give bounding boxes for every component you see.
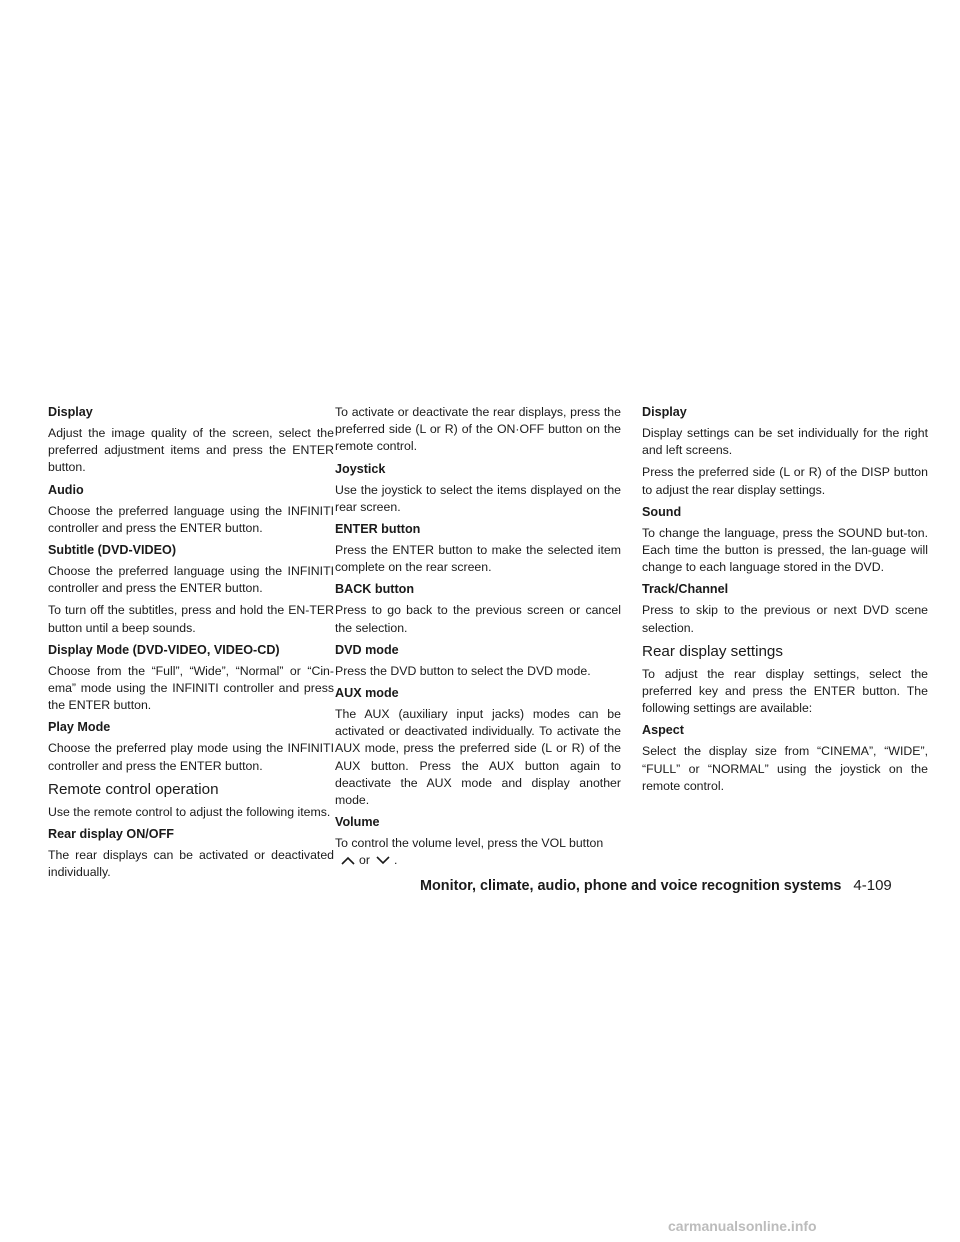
volume-or: or — [359, 853, 370, 868]
heading-play-mode: Play Mode — [48, 720, 111, 735]
paragraph: Choose the preferred language using the INFINITI controller and press the ENTER button. — [48, 564, 334, 596]
heading-sound: Sound — [642, 504, 682, 519]
paragraph: Use the joystick to select the items displayed on the rear screen. — [335, 482, 621, 514]
heading-aspect: Aspect — [642, 723, 684, 738]
heading-audio: Audio — [48, 482, 84, 497]
footer-section-title: Monitor, climate, audio, phone and voice recognition systems — [420, 878, 842, 894]
paragraph: Press to skip to the previous or next DVD scene selection. — [642, 603, 928, 635]
column-1 — [48, 404, 334, 886]
chevron-up-icon — [341, 853, 355, 870]
paragraph: Press the DVD button to select the DVD mode. — [335, 663, 591, 678]
page-footer — [420, 877, 920, 895]
heading-track-channel: Track/Channel — [642, 582, 729, 597]
paragraph-volume — [335, 835, 621, 870]
heading-dvd-mode: DVD mode — [335, 642, 399, 657]
paragraph: The AUX (auxiliary input jacks) modes can be activated or deactivated individually. To activate the AUX mode, press the preferred side (L or R) of the AUX button. Press the AUX button again to deactivate the AUX mode and display another mode. — [335, 707, 621, 808]
paragraph: Choose the preferred play mode using the INFINITI controller and press the ENTER button. — [48, 741, 334, 773]
paragraph: Choose the preferred language using the INFINITI controller and press the ENTER button. — [48, 503, 334, 535]
column-2 — [335, 404, 621, 876]
paragraph: To adjust the rear display settings, select the preferred key and press the ENTER button. The following settings are available: — [642, 666, 928, 716]
volume-text: To control the volume level, press the VOL button — [335, 836, 604, 851]
heading-enter-button: ENTER button — [335, 522, 421, 537]
paragraph: Press to go back to the previous screen or cancel the selection. — [335, 603, 621, 635]
heading-joystick: Joystick — [335, 461, 386, 476]
paragraph: To activate or deactivate the rear displays, press the preferred side (L or R) of the ON·OFF button on the remote control. — [335, 405, 621, 454]
paragraph: Display settings can be set individually for the right and left screens. — [642, 426, 928, 458]
paragraph: Adjust the image quality of the screen, select the preferred adjustment items and press the ENTER button. — [48, 426, 334, 475]
watermark: carmanualsonline.info — [668, 1218, 817, 1234]
heading-display-mode: Display Mode (DVD-VIDEO, VIDEO-CD) — [48, 642, 280, 657]
paragraph: Press the preferred side (L or R) of the DISP button to adjust the rear display settings. — [642, 465, 928, 497]
volume-end: . — [393, 853, 398, 868]
heading-display: Display — [642, 405, 687, 419]
section-title-remote-control: Remote control operation — [48, 780, 219, 798]
paragraph: Choose from the “Full”, “Wide”, “Normal” or “Cin-ema” mode using the INFINITI controller and press the ENTER button. — [48, 663, 334, 713]
heading-aux-mode: AUX mode — [335, 686, 399, 701]
paragraph: The rear displays can be activated or deactivated individually. — [48, 848, 334, 880]
heading-subtitle: Subtitle (DVD-VIDEO) — [48, 543, 177, 558]
heading-display: Display — [48, 405, 93, 419]
heading-volume: Volume — [335, 815, 380, 830]
heading-back-button: BACK button — [335, 582, 415, 597]
paragraph: To turn off the subtitles, press and hold the EN-TER button until a beep sounds. — [48, 603, 334, 635]
paragraph: Press the ENTER button to make the selected item complete on the rear screen. — [335, 543, 621, 575]
section-title-rear-display-settings: Rear display settings — [642, 642, 783, 660]
page-number: 4-109 — [853, 877, 892, 894]
heading-rear-display-on-off: Rear display ON/OFF — [48, 827, 174, 842]
chevron-down-icon — [376, 853, 390, 870]
paragraph: To change the language, press the SOUND but-ton. Each time the button is pressed, the lan-guage will change to each language stored in the DVD. — [642, 525, 928, 575]
paragraph: Select the display size from “CINEMA”, “WIDE”, “FULL” or “NORMAL” using the joystick on the remote control. — [642, 744, 928, 793]
column-3 — [642, 404, 928, 800]
paragraph: Use the remote control to adjust the following items. — [48, 804, 331, 819]
